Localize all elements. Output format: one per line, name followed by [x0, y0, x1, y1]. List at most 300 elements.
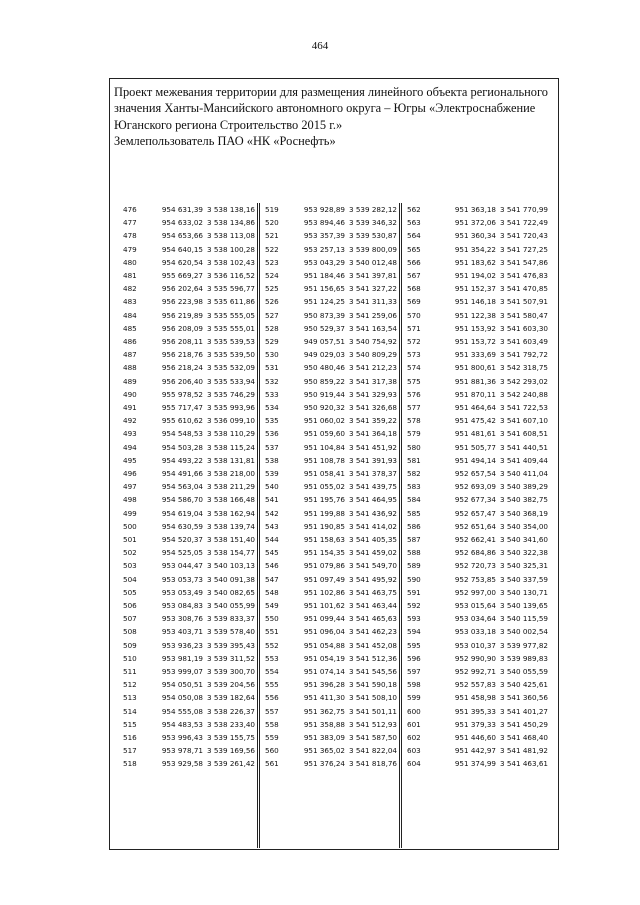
- table-row: [118, 493, 256, 506]
- table-row: [402, 573, 551, 586]
- table-row: [118, 691, 256, 704]
- point-number: 590: [407, 574, 421, 584]
- coordinate-y: 3 536 116,52: [206, 271, 255, 280]
- point-number: 565: [407, 244, 421, 254]
- coordinate-x: 951 152,37: [454, 284, 496, 294]
- coordinate-y: 3 535 596,77: [206, 284, 255, 294]
- point-number: 555: [265, 680, 279, 690]
- column-divider: [257, 203, 258, 848]
- coordinate-y: 3 541 468,40: [499, 733, 548, 742]
- coordinate-x: 953 403,71: [161, 627, 203, 637]
- table-row: [118, 718, 256, 731]
- coordinate-y: 3 541 507,91: [499, 297, 548, 307]
- coordinate-y: 3 539 395,43: [206, 640, 255, 650]
- coordinate-x: 956 223,98: [161, 297, 203, 307]
- point-number: 546: [265, 561, 279, 571]
- coordinate-y: 3 539 261,42: [206, 759, 255, 769]
- table-row: [118, 216, 256, 229]
- coordinate-x: 950 919,44: [303, 389, 345, 399]
- table-row: [260, 243, 398, 256]
- coordinate-x: 954 620,54: [161, 257, 203, 267]
- point-number: 536: [265, 429, 279, 439]
- coordinate-x: 951 881,36: [454, 376, 496, 386]
- table-row: [402, 388, 551, 401]
- coordinate-y: 3 541 464,95: [348, 495, 397, 505]
- coordinate-y: 3 541 822,04: [348, 746, 397, 756]
- table-row: [118, 731, 256, 744]
- table-row: [402, 335, 551, 348]
- coordinate-x: 951 362,75: [303, 706, 345, 716]
- table-row: [260, 625, 398, 638]
- coordinate-x: 955 717,47: [161, 403, 203, 412]
- coordinate-y: 3 541 818,76: [348, 759, 397, 769]
- coordinate-y: 3 538 139,74: [206, 521, 255, 531]
- coordinate-x: 951 190,85: [303, 521, 345, 531]
- point-number: 586: [407, 521, 421, 531]
- coordinate-x: 951 096,04: [303, 627, 345, 637]
- table-row: [260, 309, 398, 322]
- coordinate-x: 954 520,37: [161, 535, 203, 544]
- table-row: [402, 520, 551, 533]
- point-number: 549: [265, 601, 279, 610]
- table-row: [118, 639, 256, 652]
- coordinate-x: 949 057,51: [303, 337, 345, 346]
- coordinate-x: 951 376,24: [303, 759, 345, 769]
- coordinate-y: 3 541 450,29: [499, 719, 548, 729]
- coordinate-y: 3 538 151,40: [206, 535, 255, 544]
- coordinate-x: 953 978,71: [161, 746, 203, 756]
- point-number: 568: [407, 284, 421, 294]
- coordinate-x: 951 124,25: [303, 297, 345, 307]
- coordinate-x: 951 372,06: [454, 218, 496, 228]
- point-number: 537: [265, 442, 279, 452]
- point-number: 542: [265, 508, 279, 518]
- table-row: [118, 295, 256, 308]
- coordinate-y: 3 540 082,65: [206, 587, 255, 597]
- coordinate-x: 951 365,02: [303, 746, 345, 756]
- point-number: 538: [265, 455, 279, 465]
- coordinate-x: 953 894,46: [303, 218, 345, 228]
- point-number: 563: [407, 218, 421, 228]
- coordinate-y: 3 535 993,96: [206, 403, 255, 412]
- table-row: [260, 361, 398, 374]
- coordinate-y: 3 535 611,86: [206, 297, 255, 307]
- point-number: 556: [265, 693, 279, 703]
- coordinate-y: 3 541 722,53: [499, 403, 548, 412]
- coordinate-y: 3 541 545,56: [348, 667, 397, 676]
- page-number: 464: [311, 40, 329, 52]
- table-row: [402, 295, 551, 308]
- point-number: 579: [407, 429, 421, 439]
- point-number: 480: [123, 257, 137, 267]
- point-number: 572: [407, 337, 421, 346]
- point-number: 532: [265, 376, 279, 386]
- coordinate-x: 953 981,19: [161, 653, 203, 663]
- table-row: [260, 691, 398, 704]
- point-number: 543: [265, 521, 279, 531]
- table-row: [402, 216, 551, 229]
- coordinate-x: 956 208,09: [161, 323, 203, 333]
- table-row: [118, 243, 256, 256]
- table-row: [402, 467, 551, 480]
- coordinate-x: 952 677,34: [454, 495, 496, 505]
- coordinate-x: 954 563,04: [161, 482, 203, 492]
- table-row: [402, 665, 551, 678]
- coordinate-y: 3 538 226,37: [206, 706, 255, 716]
- coordinate-x: 951 101,62: [303, 601, 345, 610]
- coordinate-y: 3 540 337,59: [499, 574, 548, 584]
- coordinate-x: 953 015,64: [454, 601, 496, 610]
- table-row: [402, 625, 551, 638]
- coordinate-x: 952 651,64: [454, 521, 496, 531]
- point-number: 547: [265, 574, 279, 584]
- table-row: [402, 454, 551, 467]
- coordinate-y: 3 541 311,33: [348, 297, 397, 307]
- point-number: 554: [265, 667, 279, 676]
- coordinate-x: 953 044,47: [161, 561, 203, 571]
- coordinate-y: 3 541 512,36: [348, 653, 397, 663]
- coordinate-x: 951 153,92: [454, 323, 496, 333]
- coordinate-x: 953 084,83: [161, 601, 203, 610]
- table-row: [260, 441, 398, 454]
- coordinate-x: 951 374,99: [454, 759, 496, 769]
- point-number: 584: [407, 495, 421, 505]
- point-number: 481: [123, 271, 137, 280]
- coordinate-x: 953 010,37: [454, 640, 496, 650]
- coordinate-x: 954 483,53: [161, 719, 203, 729]
- point-number: 575: [407, 376, 421, 386]
- point-number: 561: [265, 759, 279, 769]
- table-row: [118, 559, 256, 572]
- coordinate-y: 3 541 317,38: [348, 376, 397, 386]
- coordinate-x: 951 199,88: [303, 508, 345, 518]
- table-row: [260, 322, 398, 335]
- coordinate-x: 951 060,02: [303, 416, 345, 426]
- document-header: [114, 84, 554, 149]
- coordinate-y: 3 540 389,29: [499, 482, 548, 492]
- table-row: [402, 229, 551, 242]
- coordinate-x: 953 999,07: [161, 667, 203, 676]
- coordinate-x: 951 054,19: [303, 653, 345, 663]
- point-number: 544: [265, 535, 279, 544]
- coordinate-y: 3 535 532,09: [206, 363, 255, 373]
- table-row: [260, 203, 398, 216]
- point-number: 502: [123, 548, 137, 558]
- table-row: [118, 586, 256, 599]
- coordinate-y: 3 541 326,68: [348, 403, 397, 412]
- coordinate-x: 951 183,62: [454, 257, 496, 267]
- header-line: Юганского региона Строительство 2015 г.»: [114, 117, 343, 132]
- table-row: [260, 546, 398, 559]
- coordinate-y: 3 541 405,35: [348, 535, 397, 544]
- coordinate-y: 3 538 233,40: [206, 719, 255, 729]
- coordinate-y: 3 540 425,61: [499, 680, 548, 690]
- coordinate-y: 3 540 139,65: [499, 601, 548, 610]
- coordinate-y: 3 541 329,93: [348, 389, 397, 399]
- table-row: [402, 414, 551, 427]
- table-row: [118, 256, 256, 269]
- coordinate-y: 3 541 549,70: [348, 561, 397, 571]
- coordinate-x: 956 218,76: [161, 350, 203, 360]
- table-row: [118, 467, 256, 480]
- point-number: 602: [407, 733, 421, 742]
- table-row: [118, 335, 256, 348]
- coordinate-y: 3 541 720,43: [499, 231, 548, 241]
- point-number: 509: [123, 640, 137, 650]
- coordinate-x: 954 555,08: [161, 706, 203, 716]
- coordinate-x: 954 493,22: [161, 455, 203, 465]
- point-number: 479: [123, 244, 137, 254]
- table-row: [118, 414, 256, 427]
- point-number: 564: [407, 231, 421, 241]
- table-row: [260, 744, 398, 757]
- point-number: 484: [123, 310, 137, 320]
- coordinate-y: 3 538 100,28: [206, 244, 255, 254]
- table-row: [118, 229, 256, 242]
- point-number: 566: [407, 257, 421, 267]
- table-row: [118, 441, 256, 454]
- coordinate-y: 3 540 103,13: [206, 561, 255, 571]
- point-number: 520: [265, 218, 279, 228]
- point-number: 589: [407, 561, 421, 571]
- point-number: 503: [123, 561, 137, 571]
- table-row: [118, 388, 256, 401]
- table-row: [402, 480, 551, 493]
- coordinate-y: 3 538 218,00: [206, 469, 255, 478]
- point-number: 510: [123, 653, 137, 663]
- table-row: [402, 691, 551, 704]
- table-row: [260, 414, 398, 427]
- coordinate-y: 3 541 360,56: [499, 693, 548, 703]
- coordinate-x: 953 928,89: [303, 205, 345, 214]
- point-number: 596: [407, 653, 421, 663]
- table-row: [118, 520, 256, 533]
- coordinate-y: 3 538 134,86: [206, 218, 255, 228]
- coordinate-x: 953 357,39: [303, 231, 345, 241]
- coordinate-x: 951 505,77: [454, 442, 496, 452]
- coordinate-y: 3 539 155,75: [206, 733, 255, 742]
- coordinate-y: 3 541 463,61: [499, 759, 548, 769]
- coordinate-y: 3 541 608,51: [499, 429, 548, 439]
- table-row: [402, 599, 551, 612]
- coordinate-y: 3 539 204,56: [206, 680, 255, 690]
- coordinate-y: 3 540 002,54: [499, 627, 548, 637]
- table-block-1: [118, 203, 256, 848]
- coordinate-x: 955 610,62: [161, 416, 203, 426]
- point-number: 534: [265, 403, 279, 412]
- coordinate-y: 3 540 055,99: [206, 601, 255, 610]
- coordinate-x: 953 033,18: [454, 627, 496, 637]
- point-number: 582: [407, 469, 421, 478]
- point-number: 498: [123, 495, 137, 505]
- point-number: 595: [407, 640, 421, 650]
- coordinate-x: 951 442,97: [454, 746, 496, 756]
- table-row: [402, 678, 551, 691]
- coordinate-x: 952 990,90: [454, 653, 496, 663]
- coordinate-y: 3 542 318,75: [499, 363, 548, 373]
- table-row: [402, 731, 551, 744]
- coordinate-x: 954 586,70: [161, 495, 203, 505]
- coordinate-y: 3 541 359,22: [348, 416, 397, 426]
- point-number: 487: [123, 350, 137, 360]
- point-number: 599: [407, 693, 421, 703]
- table-row: [260, 520, 398, 533]
- point-number: 571: [407, 323, 421, 333]
- coordinate-x: 953 308,76: [161, 614, 203, 624]
- table-row: [118, 480, 256, 493]
- coordinate-y: 3 540 322,38: [499, 548, 548, 558]
- coordinate-y: 3 540 130,71: [499, 587, 548, 597]
- coordinate-y: 3 539 346,32: [348, 218, 397, 228]
- coordinate-y: 3 541 607,10: [499, 416, 548, 426]
- coordinate-y: 3 536 099,10: [206, 416, 255, 426]
- coordinate-y: 3 535 539,50: [206, 350, 255, 360]
- coordinate-y: 3 541 397,81: [348, 271, 397, 280]
- table-row: [118, 678, 256, 691]
- coordinate-x: 954 640,15: [161, 244, 203, 254]
- point-number: 539: [265, 469, 279, 478]
- table-row: [260, 757, 398, 770]
- coordinate-x: 954 619,04: [161, 508, 203, 518]
- coordinate-x: 954 630,59: [161, 521, 203, 531]
- point-number: 585: [407, 508, 421, 518]
- point-number: 601: [407, 719, 421, 729]
- table-row: [402, 309, 551, 322]
- header-line: значения Ханты-Мансийского автономного округа – Югры «Электроснабжение: [114, 101, 536, 116]
- table-row: [260, 612, 398, 625]
- coordinate-y: 3 538 110,29: [206, 429, 255, 439]
- coordinate-x: 954 491,66: [161, 469, 203, 478]
- coordinate-x: 952 557,83: [454, 680, 496, 690]
- table-block-3: [402, 203, 551, 848]
- point-number: 505: [123, 587, 137, 597]
- point-number: 587: [407, 535, 421, 544]
- coordinate-y: 3 541 508,10: [348, 693, 397, 703]
- coordinate-y: 3 541 603,30: [499, 323, 548, 333]
- table-row: [402, 375, 551, 388]
- coordinate-x: 951 102,86: [303, 587, 345, 597]
- coordinate-x: 951 475,42: [454, 416, 496, 426]
- table-row: [260, 639, 398, 652]
- table-row: [260, 375, 398, 388]
- coordinate-x: 951 146,18: [454, 297, 496, 307]
- point-number: 592: [407, 601, 421, 610]
- point-number: 583: [407, 482, 421, 492]
- coordinate-y: 3 535 555,05: [206, 310, 255, 320]
- table-row: [402, 757, 551, 770]
- point-number: 567: [407, 271, 421, 280]
- coordinate-x: 956 202,64: [161, 284, 203, 294]
- point-number: 518: [123, 759, 137, 769]
- point-number: 519: [265, 205, 279, 214]
- coordinate-y: 3 540 368,19: [499, 508, 548, 518]
- coordinate-x: 951 195,76: [303, 495, 345, 505]
- table-row: [118, 348, 256, 361]
- coordinate-y: 3 539 530,87: [348, 231, 397, 241]
- table-row: [260, 401, 398, 414]
- table-row: [260, 559, 398, 572]
- column-divider: [399, 203, 400, 848]
- point-number: 492: [123, 416, 137, 426]
- point-number: 478: [123, 231, 137, 241]
- coordinate-x: 951 158,63: [303, 535, 345, 544]
- table-row: [402, 546, 551, 559]
- point-number: 477: [123, 218, 137, 228]
- table-row: [260, 665, 398, 678]
- coordinate-y: 3 541 452,08: [348, 640, 397, 650]
- table-row: [118, 533, 256, 546]
- table-row: [402, 282, 551, 295]
- coordinate-x: 951 354,22: [454, 244, 496, 254]
- coordinate-x: 956 219,89: [161, 310, 203, 320]
- coordinate-x: 951 154,35: [303, 548, 345, 558]
- coordinate-x: 951 446,60: [454, 733, 496, 742]
- table-row: [118, 599, 256, 612]
- coordinate-y: 3 541 391,93: [348, 455, 397, 465]
- coordinate-x: 953 053,49: [161, 587, 203, 597]
- point-number: 591: [407, 587, 421, 597]
- coordinate-y: 3 535 555,01: [206, 323, 255, 333]
- point-number: 594: [407, 627, 421, 637]
- table-row: [402, 322, 551, 335]
- coordinate-x: 954 548,53: [161, 429, 203, 439]
- coordinate-x: 951 184,46: [303, 271, 345, 280]
- coordinate-x: 951 153,72: [454, 337, 496, 346]
- point-number: 482: [123, 284, 137, 294]
- table-row: [260, 348, 398, 361]
- table-row: [402, 427, 551, 440]
- coordinate-x: 952 693,09: [454, 482, 496, 492]
- coordinate-y: 3 540 341,60: [499, 535, 548, 544]
- coordinate-x: 954 653,66: [161, 231, 203, 241]
- point-number: 523: [265, 257, 279, 267]
- table-row: [260, 335, 398, 348]
- table-row: [260, 256, 398, 269]
- coordinate-y: 3 541 436,92: [348, 508, 397, 518]
- coordinate-y: 3 541 440,51: [499, 442, 548, 452]
- coordinate-y: 3 539 182,64: [206, 693, 255, 703]
- point-number: 540: [265, 482, 279, 492]
- coordinate-x: 952 997,00: [454, 587, 496, 597]
- coordinate-x: 951 059,60: [303, 429, 345, 439]
- coordinate-x: 951 194,02: [454, 271, 496, 280]
- point-number: 488: [123, 363, 137, 373]
- coordinate-x: 951 122,38: [454, 310, 496, 320]
- point-number: 597: [407, 667, 421, 676]
- coordinate-y: 3 541 163,54: [348, 323, 397, 333]
- coordinate-x: 951 358,88: [303, 719, 345, 729]
- coordinate-y: 3 538 162,94: [206, 508, 255, 518]
- coordinate-x: 953 043,29: [303, 257, 345, 267]
- point-number: 522: [265, 244, 279, 254]
- table-row: [260, 388, 398, 401]
- coordinate-x: 951 099,44: [303, 614, 345, 624]
- coordinate-x: 951 104,84: [303, 442, 345, 452]
- coordinate-x: 949 029,03: [303, 350, 345, 360]
- table-row: [402, 348, 551, 361]
- coordinate-y: 3 541 212,23: [348, 363, 397, 373]
- coordinate-x: 951 870,11: [454, 389, 496, 399]
- table-row: [402, 256, 551, 269]
- coordinate-y: 3 541 580,47: [499, 310, 548, 320]
- coordinate-y: 3 538 131,81: [206, 455, 255, 465]
- coordinate-y: 3 541 463,75: [348, 587, 397, 597]
- coordinate-y: 3 540 382,75: [499, 495, 548, 505]
- point-number: 581: [407, 455, 421, 465]
- table-row: [260, 269, 398, 282]
- table-row: [118, 665, 256, 678]
- point-number: 528: [265, 323, 279, 333]
